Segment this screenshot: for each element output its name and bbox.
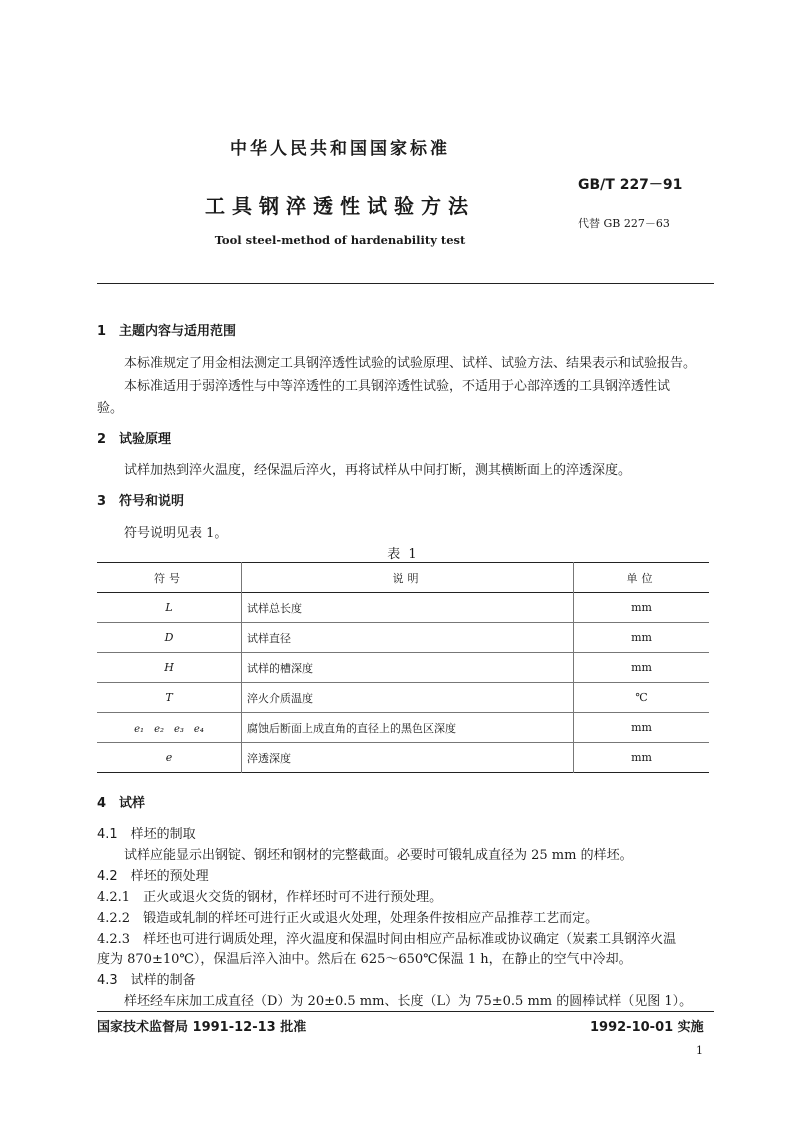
table-row [97, 653, 709, 683]
replaces-standard: 代替 GB 227－63 [578, 217, 670, 230]
english-title: Tool steel-method of hardenability test [214, 233, 466, 247]
cell-symbol: T [97, 683, 242, 713]
section-4-2-3-cont: 度为 870±10℃），保温后淬入油中。然后在 625～650℃保温 1 h，在静止的空气中冷却。 [97, 952, 632, 967]
table-header-row [97, 563, 709, 593]
section-4-2-heading: 4.2 样坯的预处理 [97, 869, 209, 884]
section-1-paragraph-2: 本标准适用于弱淬透性与中等淬透性的工具钢淬透性试验，不适用于心部淬透的工具钢淬透性试 [124, 379, 671, 394]
document-title: 工具钢淬透性试验方法 [205, 194, 475, 218]
section-1-heading: 1 主题内容与适用范围 [97, 324, 237, 339]
section-1-paragraph-1: 本标准规定了用金相法测定工具钢淬透性试验的试验原理、试样、试验方法、结果表示和试验报告。 [124, 356, 697, 371]
section-4-2-3: 4.2.3 样坯也可进行调质处理，淬火温度和保温时间由相应产品标准或协议确定（炭素工具钢淬火温 [97, 932, 677, 947]
header-symbol: 符号 [97, 563, 242, 593]
section-3-paragraph: 符号说明见表 1。 [124, 526, 228, 541]
cell-unit: mm [631, 721, 652, 734]
table-caption: 表 1 [387, 547, 419, 562]
section-4-heading: 4 试样 [97, 796, 146, 811]
table-row [97, 683, 709, 713]
section-2-paragraph: 试样加热到淬火温度，经保温后淬火，再将试样从中间打断，测其横断面上的淬透深度。 [124, 463, 632, 478]
section-4-1-paragraph: 试样应能显示出钢锭、钢坯和钢材的完整截面。必要时可锻轧成直径为 25 mm 的样坯。 [124, 848, 633, 863]
cell-symbol: e₁ e₂ e₃ e₄ [97, 713, 242, 743]
table-row [97, 623, 709, 653]
effective-date: 1992-10-01 实施 [590, 1020, 704, 1035]
header-unit: 单位 [626, 571, 657, 585]
cell-symbol: D [97, 623, 242, 653]
section-2-heading: 2 试验原理 [97, 432, 172, 447]
page-number: 1 [696, 1044, 703, 1057]
table-row [97, 593, 709, 623]
section-1-paragraph-2-cont: 验。 [97, 401, 124, 416]
cell-symbol: L [97, 593, 242, 623]
cell-unit: ℃ [635, 691, 648, 704]
section-4-2-1: 4.2.1 正火或退火交货的钢材，作样坯时可不进行预处理。 [97, 890, 443, 905]
header-divider [97, 283, 714, 284]
standard-number: GB/T 227－91 [578, 177, 683, 193]
cell-symbol: H [97, 653, 242, 683]
cell-description: 腐蚀后断面上成直角的直径上的黑色区深度 [242, 713, 574, 743]
header-description: 说明 [242, 563, 574, 593]
section-4-3-paragraph: 样坯经车床加工成直径（D）为 20±0.5 mm、长度（L）为 75±0.5 mm 的圆棒试样（见图 1）。 [124, 994, 693, 1009]
cell-description: 试样总长度 [242, 593, 574, 623]
cell-description: 淬透深度 [242, 743, 574, 773]
section-3-heading: 3 符号和说明 [97, 494, 185, 509]
table-row [97, 743, 709, 773]
issuing-organization: 中华人民共和国国家标准 [230, 139, 450, 159]
cell-symbol: e [97, 743, 242, 773]
cell-unit: mm [631, 631, 652, 644]
cell-description: 淬火介质温度 [242, 683, 574, 713]
cell-unit: mm [631, 751, 652, 764]
section-4-1-heading: 4.1 样坯的制取 [97, 827, 196, 842]
cell-unit: mm [631, 661, 652, 674]
approval-statement: 国家技术监督局 1991-12-13 批准 [97, 1020, 307, 1035]
footer-divider [97, 1011, 714, 1012]
section-4-3-heading: 4.3 试样的制备 [97, 973, 196, 988]
table-row [97, 713, 709, 743]
symbols-table [97, 562, 709, 773]
cell-description: 试样直径 [242, 623, 574, 653]
cell-unit: mm [631, 601, 652, 614]
section-4-2-2: 4.2.2 锻造或轧制的样坯可进行正火或退火处理，处理条件按相应产品推荐工艺而定。 [97, 911, 599, 926]
cell-description: 试样的槽深度 [242, 653, 574, 683]
